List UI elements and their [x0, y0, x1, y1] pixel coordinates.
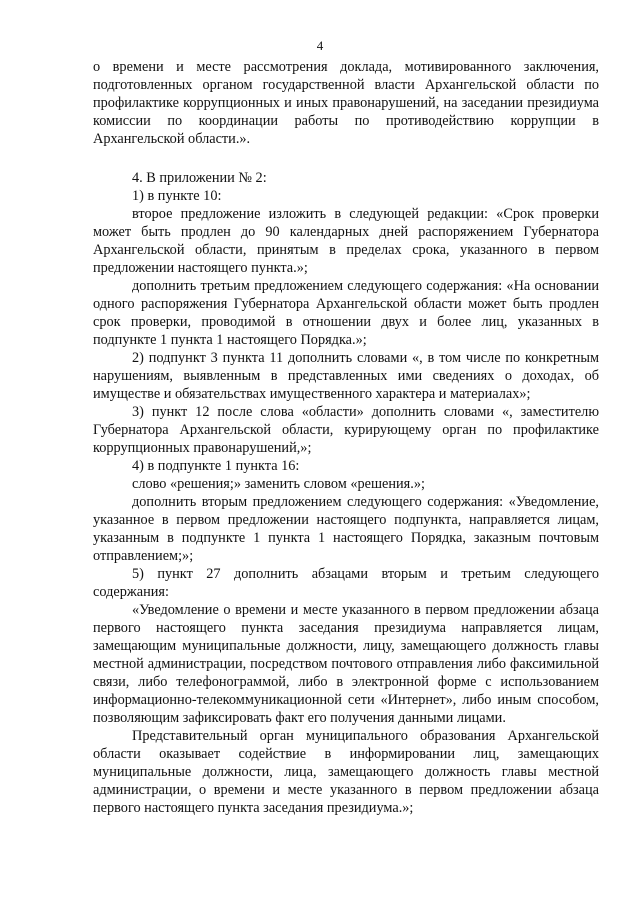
paragraph: «Уведомление о времени и месте указанного в первом предложении абзаца первого настоящего пункта заседания президиума направляется лицам, замещающим муниципальные должности, лицу, замещающего должность главы местной администрации, посредством почтового отправления либо факсимильной связи, либо телефонограммой, либо в электронной форме с использованием информационно-телекоммуникационной сети «Интернет», либо иным способом, позволяющим зафиксировать факт его получения данными лицами.	[93, 602, 599, 726]
paragraph: 4) в подпункте 1 пункта 16:	[132, 458, 300, 474]
paragraph: 5) пункт 27 дополнить абзацами вторым и третьим следующего содержания:	[93, 566, 599, 600]
paragraph: 2) подпункт 3 пункта 11 дополнить словами «, в том числе по конкретным нарушениям, выявленным в представленных ими сведениях о доходах, об имуществе и обязательствах имущественного характера и материалах»;	[93, 350, 599, 402]
paragraph: 1) в пункте 10:	[132, 188, 222, 204]
paragraph: Представительный орган муниципального образования Архангельской области оказывает содействие в информировании лиц, замещающих муниципальные должности, лица, замещающего должность главы местной администрации, о времени и месте указанного в первом предложении абзаца первого настоящего пункта заседания президиума.»;	[93, 728, 599, 816]
paragraph: дополнить третьим предложением следующего содержания: «На основании одного распоряжения Губернатора Архангельской области может быть продлен срок проверки, проводимой в отношении двух и более лиц, указанных в подпункте 1 пункта 1 настоящего Порядка.»;	[93, 278, 599, 348]
paragraph: второе предложение изложить в следующей редакции: «Срок проверки может быть продлен до 90 календарных дней распоряжением Губернатора Архангельской области, принятым в пределах срока, указанного в первом предложении настоящего пункта.»;	[93, 206, 599, 276]
paragraph: о времени и месте рассмотрения доклада, мотивированного заключения, подготовленных органом государственной власти Архангельской области по профилактике коррупционных и иных правонарушений, на заседании президиума комиссии по координации работы по противодействию коррупции в Архангельской области.».	[93, 59, 599, 147]
paragraph: дополнить вторым предложением следующего содержания: «Уведомление, указанное в первом предложении настоящего подпункта, направляется лицам, указанным в подпункте 1 пункта 1 настоящего Порядка, заказным почтовым отправлением;»;	[93, 494, 599, 564]
paragraph: 3) пункт 12 после слова «области» дополнить словами «, заместителю Губернатора Архангельской области, курирующему орган по профилактике коррупционных правонарушений,»;	[93, 404, 599, 456]
section-heading: 4. В приложении № 2:	[132, 170, 267, 186]
document-body	[93, 58, 599, 817]
paragraph: слово «решения;» заменить словом «решения.»;	[132, 476, 425, 492]
page-number: 4	[316, 38, 324, 53]
